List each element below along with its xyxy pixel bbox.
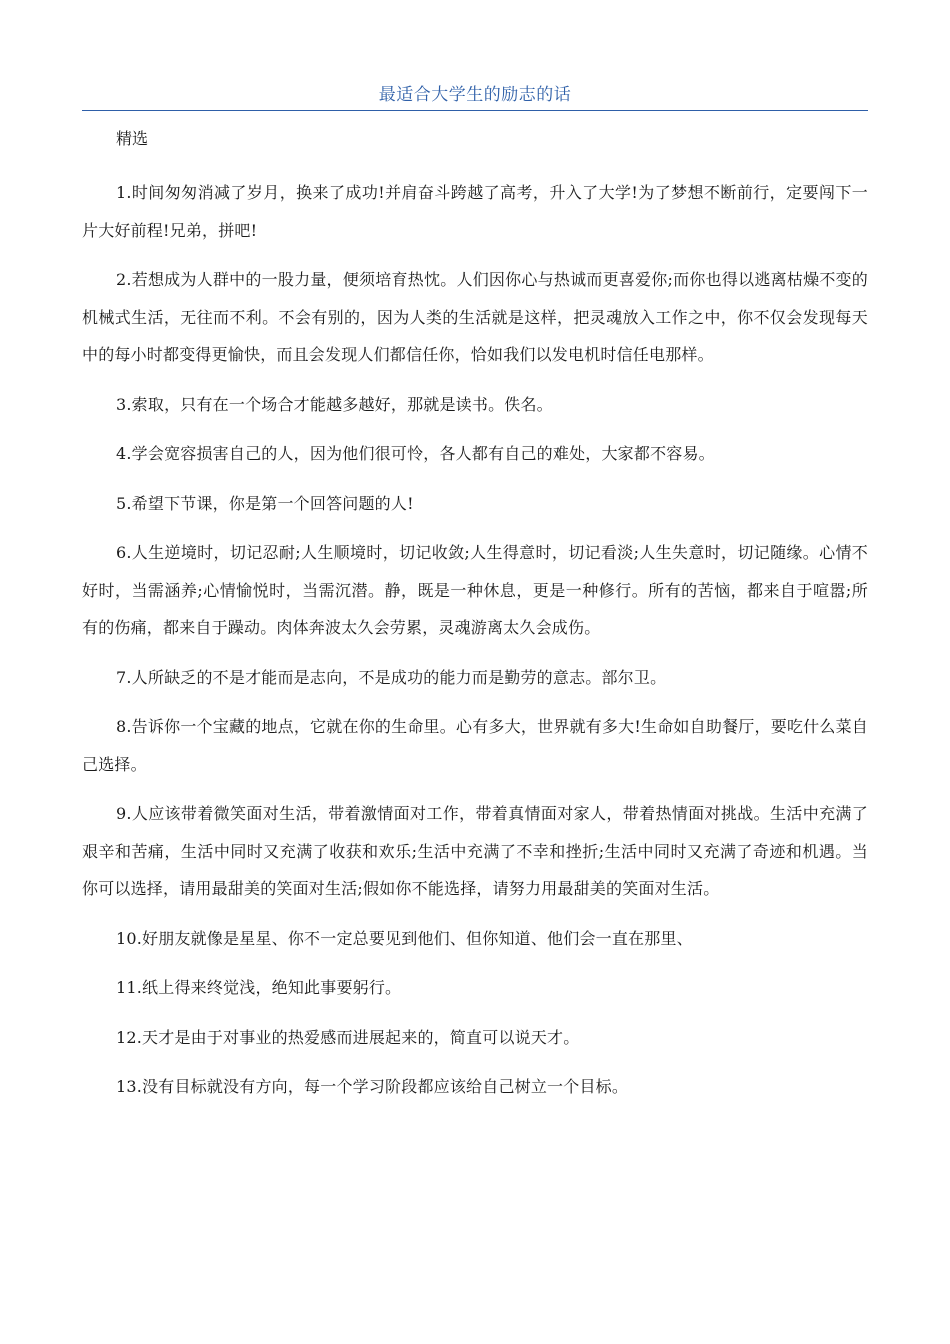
paragraph-3: 3.索取，只有在一个场合才能越多越好，那就是读书。佚名。 — [116, 394, 553, 414]
paragraph-11: 11.纸上得来终觉浅，绝知此事要躬行。 — [116, 978, 402, 997]
document-title: 最适合大学生的励志的话 — [378, 85, 572, 105]
paragraph-5: 5.希望下节课，你是第一个回答问题的人! — [116, 493, 414, 513]
paragraph-7: 7.人所缺乏的不是才能而是志向，不是成功的能力而是勤劳的意志。部尔卫。 — [116, 667, 667, 687]
paragraph-12: 12.天才是由于对事业的热爱感而进展起来的，简直可以说天才。 — [116, 1027, 580, 1047]
paragraph-8: 8.告诉你一个宝藏的地点，它就在你的生命里。心有多大，世界就有多大!生命如自助餐厅，要吃什么菜自己选择。 — [82, 717, 868, 774]
paragraph-9: 9.人应该带着微笑面对生活，带着激情面对工作，带着真情面对家人，带着热情面对挑战。生活中充满了艰辛和苦痛，生活中同时又充满了收获和欢乐;生活中充满了不幸和挫折;生活中同时又充满了奇迹和机遇。当你可以选择，请用最甜美的笑面对生活;假如你不能选择，请努力用最甜美的笑面对生活。 — [82, 804, 868, 898]
paragraph-1: 1.时间匆匆消减了岁月，换来了成功!并肩奋斗跨越了高考，升入了大学!为了梦想不断前行，定要闯下一片大好前程!兄弟，拼吧! — [82, 183, 868, 240]
paragraph-6: 6.人生逆境时，切记忍耐;人生顺境时，切记收敛;人生得意时，切记看淡;人生失意时，切记随缘。心情不好时，当需涵养;心情愉悦时，当需沉潜。静，既是一种休息，更是一种修行。所有的苦恼，都来自于喧嚣;所有的伤痛，都来自于躁动。肉体奔波太久会劳累，灵魂游离太久会成伤。 — [82, 543, 868, 637]
section-label: 精选 — [116, 129, 149, 148]
paragraph-4: 4.学会宽容损害自己的人，因为他们很可怜，各人都有自己的难处，大家都不容易。 — [116, 444, 715, 463]
paragraph-10: 10.好朋友就像是星星、你不一定总要见到他们、但你知道、他们会一直在那里、 — [116, 928, 693, 948]
document-body — [82, 124, 868, 1106]
paragraph-13: 13.没有目标就没有方向，每一个学习阶段都应该给自己树立一个目标。 — [116, 1077, 629, 1096]
document-header — [82, 80, 868, 111]
paragraph-2: 2.若想成为人群中的一股力量，便须培育热忱。人们因你心与热诚而更喜爱你;而你也得以逃离枯燥不变的机械式生活，无往而不利。不会有别的，因为人类的生活就是这样，把灵魂放入工作之中，你不仅会发现每天中的每小时都变得更愉快，而且会发现人们都信任你，恰如我们以发电机时信任电那样。 — [82, 270, 868, 364]
